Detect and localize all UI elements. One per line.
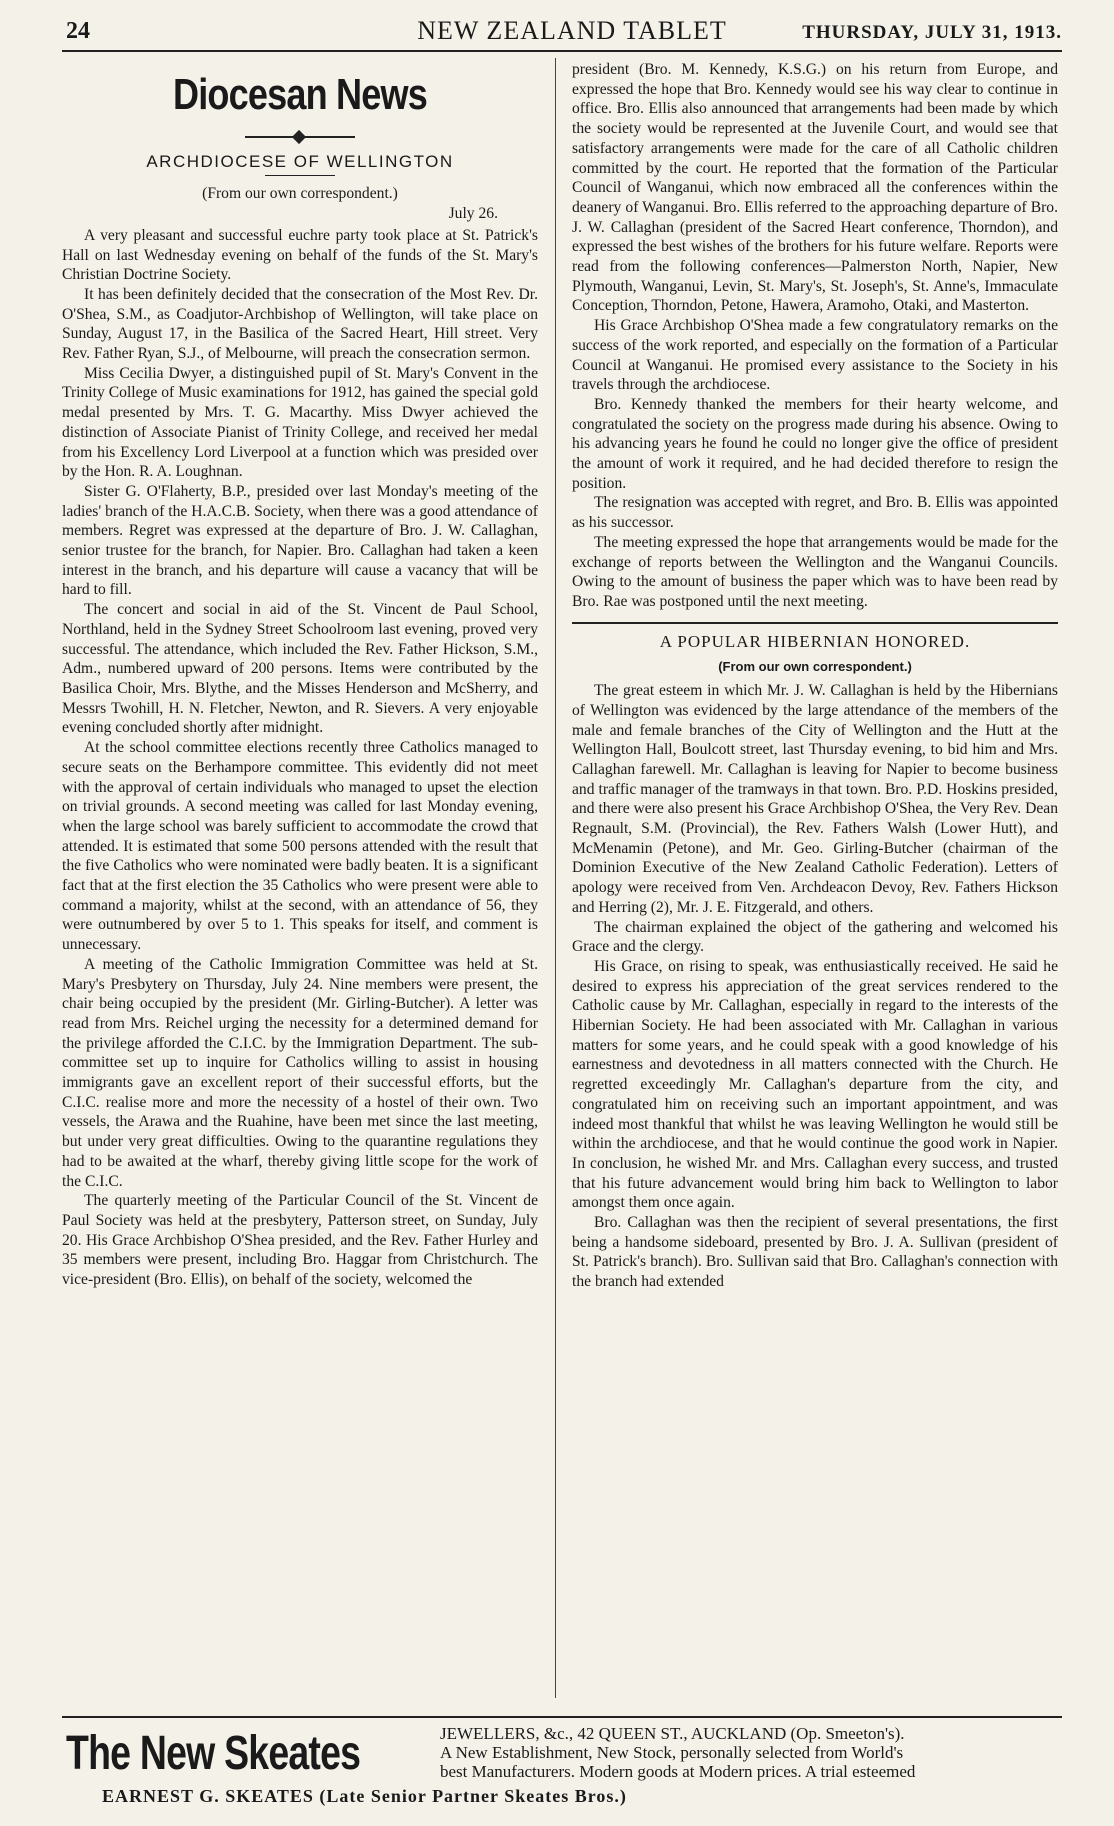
paper-title: NEW ZEALAND TABLET xyxy=(417,16,727,45)
ad-line: best Manufacturers. Modern goods at Modern prices. A trial esteemed xyxy=(440,1762,916,1781)
article-paragraph: A meeting of the Catholic Immigration Committee was held at St. Mary's Presbytery on Thursday, July 24. Nine members were present, the chair being occupied by the president (Mr. Girling-Butcher). A letter was read from Mrs. Reichel urging the necessity for a determined demand for the privilege afforded the C.I.C. by the Immigration Department. The sub-committee set up to inquire for Catholics willing to assist in housing immigrants gave an excellent report of their successful efforts, but the C.I.C. realise more and more the necessity of a hostel of their own. Two vessels, the Arawa and the Ruahine, have been met since the last meeting, but under very great difficulties. Owing to the quarantine regulations they had to be awaited at the wharf, thereby giving little scope for the work of the C.I.C. xyxy=(62,955,538,1190)
article-paragraph: His Grace Archbishop O'Shea made a few congratulatory remarks on the success of the work reported, and especially on the formation of a Particular Council at Wanganui. He promised every assistance to the Society in his travels through the archdiocese. xyxy=(572,317,1058,394)
article-separator xyxy=(572,622,1058,624)
article-paragraph: A very pleasant and successful euchre party took place at St. Patrick's Hall on last Wednesday evening on behalf of the funds of the St. Mary's Christian Doctrine Society. xyxy=(62,226,538,284)
section-subhead: ARCHDIOCESE OF WELLINGTON xyxy=(146,151,454,171)
article-paragraph: Bro. Kennedy thanked the members for their hearty welcome, and congratulated the society on the progress made during his absence. Owing to his advancing years he found he could no longer give the office of president the amount of work it required, and he had decided therefore to resign the position. xyxy=(572,395,1058,492)
article-paragraph: Bro. Callaghan was then the recipient of several presentations, the first being a handsome sideboard, presented by Bro. J. A. Sullivan (president of St. Patrick's branch). Bro. Sullivan said that Bro. Callaghan's connection with the branch had extended xyxy=(572,1214,1058,1291)
article-paragraph: At the school committee elections recently three Catholics managed to secure seats on the Berhampore committee. This evidently did not meet with the approval of certain individuals who managed to upset the election on trivial grounds. A second meeting was called for last Monday evening, when the large school was barely sufficient to accommodate the crowd that attended. It is estimated that some 500 persons attended with the result that the five Catholics who were nominated were badly beaten. It is a significant fact that at the first election the 35 Catholics who were present were able to command a majority, whilst at the second, with an attendance of 56, they were outnumbered by over 5 to 1. This speaks for itself, and comment is unnecessary. xyxy=(62,739,538,954)
ad-line: A New Establishment, New Stock, personally selected from World's xyxy=(440,1743,904,1762)
article-paragraph: Sister G. O'Flaherty, B.P., presided over last Monday's meeting of the ladies' branch of the H.A.C.B. Society, when there was a good attendance of members. Regret was expressed at the departure of Bro. J. W. Callaghan, senior trustee for the branch, for Napier. Bro. Callaghan had taken a keen interest in the branch, and his departure will cause a vacancy that will be hard to fill. xyxy=(62,482,538,599)
article-paragraph: His Grace, on rising to speak, was enthusiastically received. He said he desired to express his appreciation of the great services rendered to the Catholic cause by Mr. Callaghan, especially in regard to the interests of the Hibernian Society. He had been associated with Mr. Callaghan in various matters for some years, and he could speak with a good knowledge of his earnestness and devotedness in all matters connected with the Church. He regretted exceedingly Mr. Callaghan's departure from the city, and congratulated him on receiving such an important appointment, and was indeed most thankful that whilst he was leaving Wellington he would still be within the archdiocese, and that he would continue the good work in Napier. In conclusion, he wished Mr. and Mrs. Callaghan every success, and trusted that his future advancement would bring him back to Wellington to labor amongst them once again. xyxy=(572,957,1058,1212)
subhead-rule xyxy=(265,175,335,176)
ad-owner: EARNEST G. SKEATES (Late Senior Partner Skeates Bros.) xyxy=(102,1786,627,1806)
article-paragraph: Miss Cecilia Dwyer, a distinguished pupil of St. Mary's Convent in the Trinity College of Music examinations for 1912, has gained the special gold medal presented by Mrs. T. G. Macarthy. Miss Dwyer achieved the distinction of Associate Pianist of Trinity College, and received her medal from his Excellency Lord Liverpool at a function which was presided over by the Hon. R. A. Loughnan. xyxy=(62,364,538,481)
section-title: Diocesan News xyxy=(172,70,428,119)
article-headline: A POPULAR HIBERNIAN HONORED. xyxy=(659,631,971,651)
dateline: July 26. xyxy=(448,205,498,223)
article-paragraph: The great esteem in which Mr. J. W. Callaghan is held by the Hibernians of Wellington was evidenced by the large attendance of the members of the male and female branches of the City of Wellington and the Hutt at the Wellington Hall, Boulcott street, last Thursday evening, to bid him and Mrs. Callaghan farewell. Mr. Callaghan is leaving for Napier to become business and traffic manager of the tramways in that town. Bro. P.D. Hoskins presided, and there were also present his Grace Archbishop O'Shea, the Very Rev. Dean Regnault, S.M. (Provincial), the Rev. Fathers Walsh (Lower Hutt), and McMenamin (Petone), and Mr. Geo. Girling-Butcher (chairman of the Dominion Executive of the New Zealand Catholic Federation). Letters of apology were received from Ven. Archdeacon Devoy, Rev. Fathers Hickson and Herring (2), Mr. J. E. Fitzgerald, and others. xyxy=(572,682,1058,916)
masthead xyxy=(62,14,1062,52)
page-number: 24 xyxy=(66,18,90,44)
article-paragraph: The quarterly meeting of the Particular Council of the St. Vincent de Paul Society was held at the presbytery, Patterson street, on Sunday, July 20. His Grace Archbishop O'Shea presided, and the Rev. Father Hurley and 35 members were present, including Bro. Haggar from Christchurch. The vice-president (Bro. Ellis), on behalf of the society, welcomed the xyxy=(62,1192,538,1289)
ornament-divider xyxy=(62,124,538,144)
right-column xyxy=(572,60,1058,1292)
column-divider xyxy=(555,58,556,1698)
article-paragraph: The chairman explained the object of the gathering and welcomed his Grace and the clergy. xyxy=(572,918,1058,956)
article-paragraph: president (Bro. M. Kennedy, K.S.G.) on his return from Europe, and expressed the hope that Bro. Kennedy would see his way clear to continue in office. Bro. Ellis also announced that arrangements had been made by which the society would be represented at the Juvenile Court, and would see that satisfactory arrangements were made for the care of all Catholic children committed by the court. He reported that the formation of the Particular Council of Wanganui, which now embraced all the conferences within the deanery of Wanganui. Bro. Ellis referred to the approaching departure of Bro. J. W. Callaghan (president of the Sacred Heart conference, Thorndon), and expressed the best wishes of the brothers for his future welfare. Reports were read from the following conferences—Palmerston North, Napier, New Plymouth, Wanganui, Levin, St. Mary's, St. Joseph's, St. Anne's, Immaculate Conception, Thorndon, Petone, Hawera, Aramoho, Otaki, and Masterton. xyxy=(572,61,1058,315)
correspondent-credit: (From our own correspondent.) xyxy=(718,659,912,675)
article-paragraph: The resignation was accepted with regret, and Bro. B. Ellis was appointed as his successor. xyxy=(572,494,1058,532)
left-column xyxy=(62,60,538,1290)
issue-date: THURSDAY, JULY 31, 1913. xyxy=(802,22,1062,43)
advertisement xyxy=(62,1716,1062,1818)
correspondent-credit: (From our own correspondent.) xyxy=(202,185,398,203)
ad-brand: The New Skeates xyxy=(66,1727,361,1780)
article-paragraph: The meeting expressed the hope that arrangements would be made for the exchange of reports between the Wellington and the Wanganui Councils. Owing to the amount of business the paper which was to have been read by Bro. Rae was postponed until the next meeting. xyxy=(572,533,1058,610)
article-paragraph: It has been definitely decided that the consecration of the Most Rev. Dr. O'Shea, S.M., as Coadjutor-Archbishop of Wellington, will take place on Sunday, August 17, in the Basilica of the Sacred Heart, Hill street. Very Rev. Father Ryan, S.J., of Melbourne, will preach the consecration sermon. xyxy=(62,285,538,363)
ad-body xyxy=(440,1724,1060,1781)
article-paragraph: The concert and social in aid of the St. Vincent de Paul School, Northland, held in the Sydney Street Schoolroom last evening, proved very successful. The attendance, which included the Rev. Father Hickson, S.M., Adm., numbered upward of 200 persons. Items were contributed by the Basilica Choir, Mrs. Blythe, and the Misses Henderson and McSherry, and Messrs Twohill, H. N. Fletcher, Newton, and R. Sievers. A very enjoyable evening concluded shortly after midnight. xyxy=(62,601,538,737)
ad-line: JEWELLERS, &c., 42 QUEEN ST., AUCKLAND (Op. Smeeton's). xyxy=(440,1724,905,1743)
